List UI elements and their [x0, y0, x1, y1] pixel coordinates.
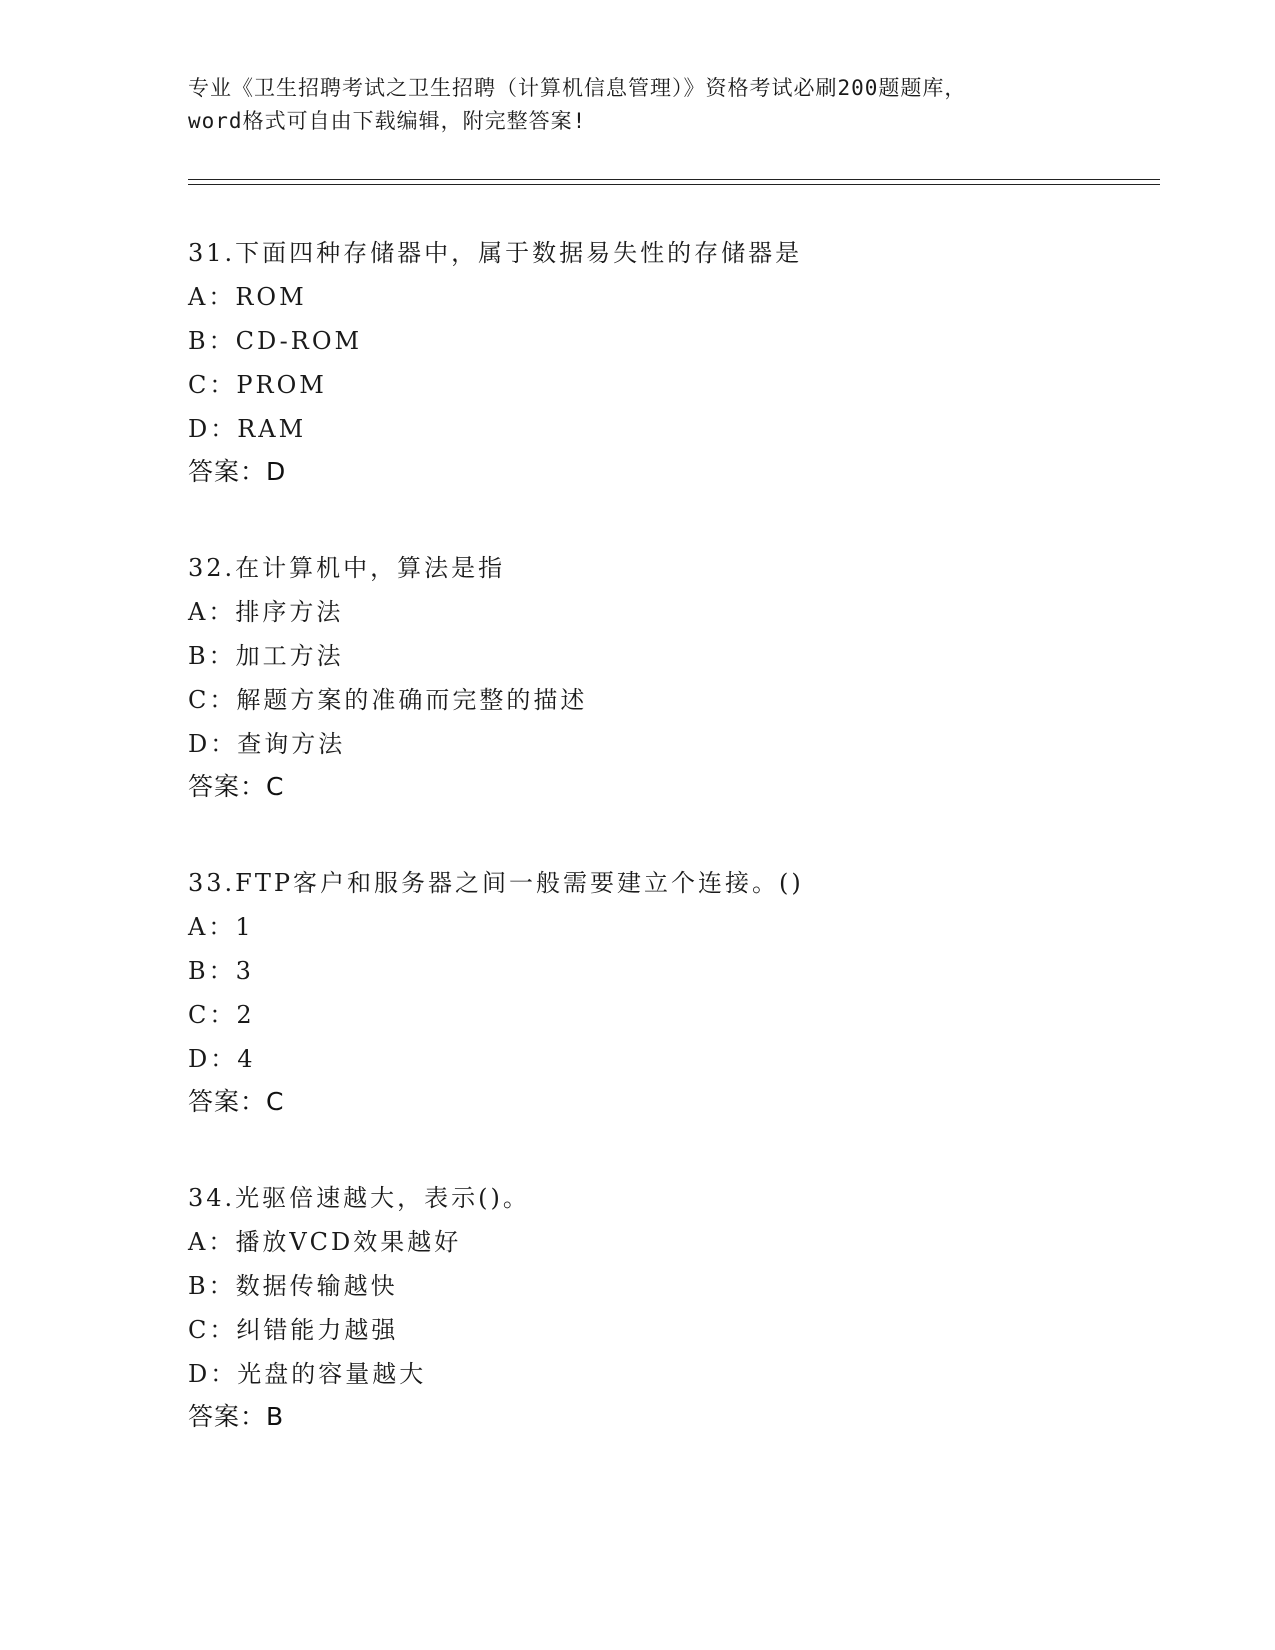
question-stem: 33.FTP客户和服务器之间一般需要建立个连接。()	[188, 869, 804, 897]
answer-line: 答案：C	[188, 772, 285, 801]
answer-line: 答案：B	[188, 1402, 285, 1431]
option-c: C：2	[188, 1001, 255, 1029]
option-b: B：数据传输越快	[188, 1272, 398, 1300]
option-b: B：CD-ROM	[188, 327, 363, 355]
option-d: D：查询方法	[188, 730, 346, 758]
option-c: C：PROM	[188, 371, 327, 399]
question-stem: 31.下面四种存储器中，属于数据易失性的存储器是	[188, 239, 803, 267]
option-a: A：ROM	[188, 283, 307, 311]
header-title-line-2: word格式可自由下载编辑，附完整答案!	[188, 109, 587, 133]
option-d: D：4	[188, 1045, 256, 1073]
option-c: C：纠错能力越强	[188, 1316, 399, 1344]
option-a: A：1	[188, 913, 254, 941]
header-divider-bottom	[188, 184, 1160, 185]
option-c: C：解题方案的准确而完整的描述	[188, 686, 588, 714]
option-b: B：3	[188, 957, 254, 985]
option-d: D：光盘的容量越大	[188, 1360, 427, 1388]
option-a: A：排序方法	[188, 598, 344, 626]
header-title-line-1: 专业《卫生招聘考试之卫生招聘（计算机信息管理）》资格考试必刷200题题库，	[188, 76, 967, 100]
option-d: D：RAM	[188, 415, 307, 443]
answer-line: 答案：C	[188, 1087, 285, 1116]
question-stem: 32.在计算机中，算法是指	[188, 554, 506, 582]
question-stem: 34.光驱倍速越大，表示()。	[188, 1184, 530, 1212]
document-header	[188, 72, 1088, 138]
answer-line: 答案：D	[188, 457, 287, 486]
option-b: B：加工方法	[188, 642, 344, 670]
option-a: A：播放VCD效果越好	[188, 1228, 462, 1256]
header-divider-top	[188, 179, 1160, 180]
